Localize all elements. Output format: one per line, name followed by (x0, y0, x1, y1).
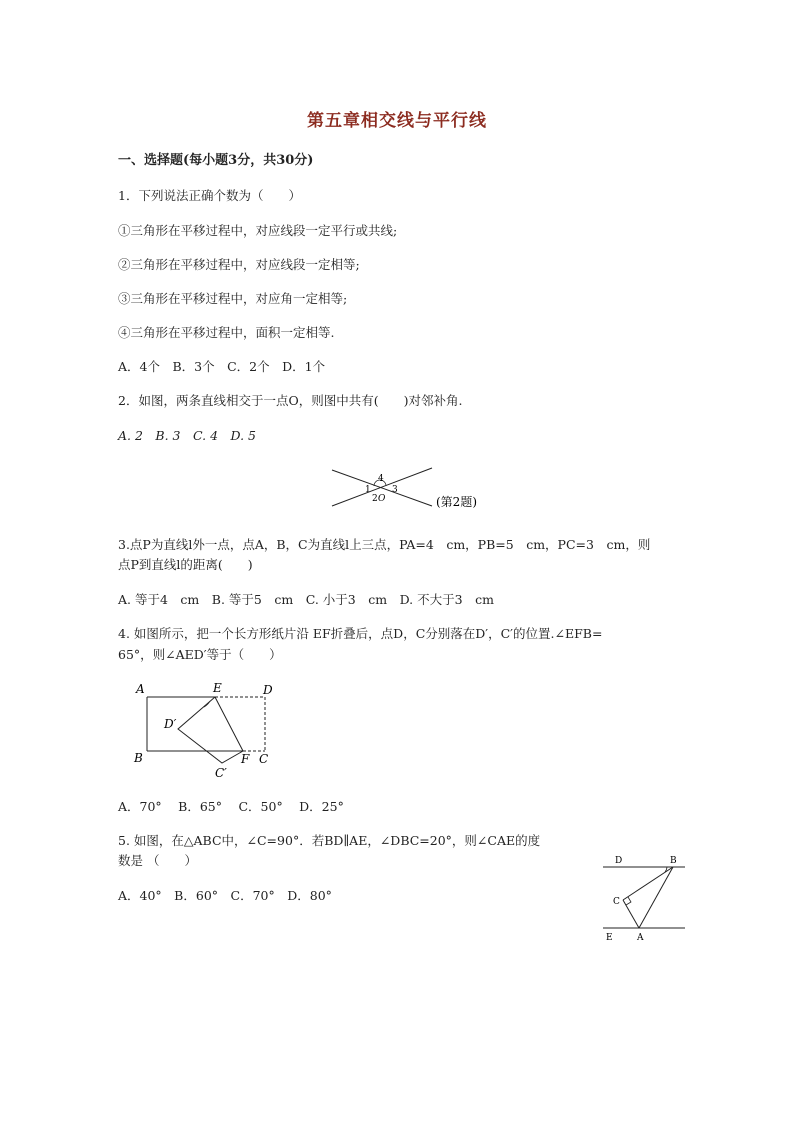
point-label-a: A (136, 682, 145, 696)
angle-label-1: 1 (365, 485, 371, 495)
segment-ca (623, 900, 639, 928)
point-label-o: O (378, 494, 386, 504)
question-3-line-2: 点P到直线l的距离( ) (118, 557, 253, 572)
question-5-line-1: 5. 如图，在△ABC中，∠C=90°．若BD∥AE，∠DBC=20°，则∠CAE的度 (118, 833, 541, 848)
question-1-statement-2: ②三角形在平移过程中，对应线段一定相等; (118, 257, 360, 272)
point-label-d: D (263, 683, 273, 697)
question-2-figure (330, 464, 500, 514)
point-label-c: C (613, 897, 620, 907)
point-label-e: E (606, 933, 613, 943)
folded-flap (178, 697, 243, 763)
angle-label-2: 2 (372, 494, 378, 504)
question-1-statement-3: ③三角形在平移过程中，对应角一定相等; (118, 291, 348, 306)
point-label-b: B (670, 856, 677, 866)
question-3-line-1: 3.点P为直线l外一点，点A，B，C为直线l上三点，PA=4 cm，PB=5 cm，PC=3 cm，则 (118, 537, 651, 552)
point-label-c: C (259, 752, 269, 766)
page-title: 第五章相交线与平行线 (307, 111, 487, 131)
angle-label-4: 4 (378, 474, 384, 484)
section-heading: 一、选择题(每小题3分，共30分) (118, 153, 314, 168)
point-label-b: B (134, 751, 143, 765)
question-5-options: A．40° B．60° C．70° D．80° (118, 888, 332, 903)
right-angle-mark (626, 897, 631, 905)
point-label-a: A (637, 933, 644, 943)
point-label-f: F (241, 752, 250, 766)
question-5-figure (603, 852, 693, 944)
question-2-stem: 2．如图，两条直线相交于一点O，则图中共有( )对邻补角. (118, 393, 463, 408)
question-1-statement-4: ④三角形在平移过程中，面积一定相等. (118, 325, 335, 340)
question-2-options: A. 2 B. 3 C. 4 D. 5 (118, 428, 257, 443)
question-5-line-2: 数是 （ ） (118, 853, 197, 868)
question-4-figure (130, 680, 290, 785)
angle-label-3: 3 (392, 485, 398, 495)
segment-ab (639, 867, 673, 928)
question-4-line-2: 65°，则∠AED′等于（ ） (118, 647, 282, 662)
point-label-c-prime: C′ (215, 766, 227, 780)
fold-line-ef (215, 697, 243, 751)
question-3-options: A. 等于4 cm B. 等于5 cm C. 小于3 cm D. 不大于3 cm (118, 592, 494, 607)
question-1-statement-1: ①三角形在平移过程中，对应线段一定平行或共线; (118, 223, 398, 238)
point-label-e: E (213, 681, 222, 695)
point-label-d: D (615, 856, 623, 866)
question-4-line-1: 4. 如图所示，把一个长方形纸片沿 EF折叠后，点D，C分别落在D′，C′的位置.∠EFB= (118, 626, 603, 641)
figure-caption: (第2题) (436, 495, 477, 509)
question-4-options: A．70° B．65° C．50° D．25° (118, 799, 344, 814)
question-1-stem: 1．下列说法正确个数为（ ） (118, 188, 301, 203)
question-1-options: A．4个 B．3个 C．2个 D．1个 (118, 359, 326, 374)
point-label-d-prime: D′ (164, 717, 177, 731)
